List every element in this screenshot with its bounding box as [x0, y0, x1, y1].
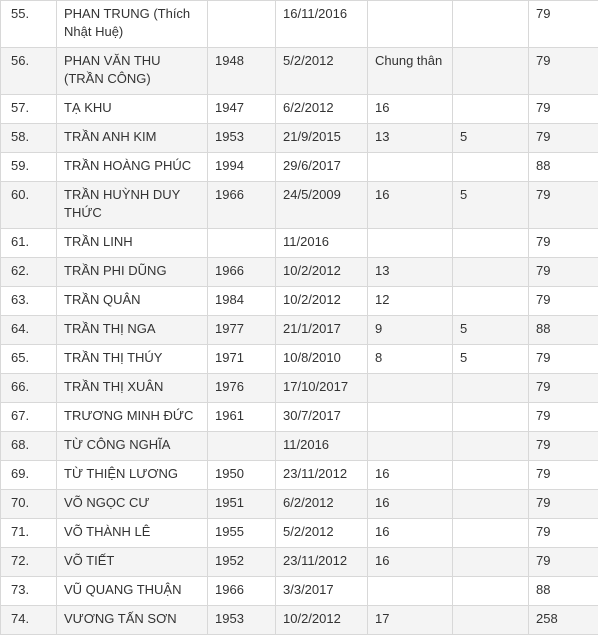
person-name-cell: TRẦN LINH — [57, 229, 208, 258]
sentence-years-cell — [368, 1, 453, 48]
article-cell: 79 — [529, 345, 598, 374]
birth-year-cell — [208, 229, 276, 258]
row-number-cell: 70. — [1, 490, 57, 519]
table-row — [1, 153, 598, 182]
probation-years-cell — [453, 432, 529, 461]
birth-year-cell: 1951 — [208, 490, 276, 519]
birth-year-cell: 1966 — [208, 258, 276, 287]
sentence-years-cell: 16 — [368, 519, 453, 548]
probation-years-cell — [453, 490, 529, 519]
sentence-years-cell — [368, 403, 453, 432]
probation-years-cell — [453, 577, 529, 606]
person-name-cell: TỪ THIỆN LƯƠNG — [57, 461, 208, 490]
person-name-cell: TRẦN THỊ NGA — [57, 316, 208, 345]
article-cell: 79 — [529, 432, 598, 461]
table-body — [1, 1, 598, 635]
row-number-cell: 58. — [1, 124, 57, 153]
arrest-date-cell: 23/11/2012 — [276, 548, 368, 577]
article-cell: 79 — [529, 258, 598, 287]
arrest-date-cell: 10/2/2012 — [276, 258, 368, 287]
arrest-date-cell: 5/2/2012 — [276, 519, 368, 548]
article-cell: 79 — [529, 403, 598, 432]
table-row — [1, 124, 598, 153]
birth-year-cell: 1994 — [208, 153, 276, 182]
sentence-years-cell: 9 — [368, 316, 453, 345]
probation-years-cell — [453, 258, 529, 287]
arrest-date-cell: 16/11/2016 — [276, 1, 368, 48]
table-row — [1, 48, 598, 95]
table-row — [1, 287, 598, 316]
article-cell: 79 — [529, 229, 598, 258]
probation-years-cell — [453, 153, 529, 182]
table-row — [1, 182, 598, 229]
article-cell: 79 — [529, 95, 598, 124]
row-number-cell: 63. — [1, 287, 57, 316]
article-cell: 79 — [529, 548, 598, 577]
birth-year-cell: 1953 — [208, 606, 276, 635]
article-cell: 79 — [529, 374, 598, 403]
sentence-years-cell — [368, 577, 453, 606]
probation-years-cell: 5 — [453, 182, 529, 229]
sentence-years-cell — [368, 432, 453, 461]
probation-years-cell — [453, 1, 529, 48]
article-cell: 79 — [529, 490, 598, 519]
table-row — [1, 316, 598, 345]
article-cell: 79 — [529, 1, 598, 48]
birth-year-cell — [208, 432, 276, 461]
sentence-years-cell: 12 — [368, 287, 453, 316]
probation-years-cell — [453, 229, 529, 258]
row-number-cell: 72. — [1, 548, 57, 577]
sentence-years-cell: 13 — [368, 258, 453, 287]
arrest-date-cell: 5/2/2012 — [276, 48, 368, 95]
birth-year-cell: 1955 — [208, 519, 276, 548]
probation-years-cell — [453, 48, 529, 95]
probation-years-cell — [453, 95, 529, 124]
article-cell: 79 — [529, 48, 598, 95]
person-name-cell: TRẦN ANH KIM — [57, 124, 208, 153]
row-number-cell: 73. — [1, 577, 57, 606]
birth-year-cell: 1984 — [208, 287, 276, 316]
person-name-cell: VŨ QUANG THUẬN — [57, 577, 208, 606]
row-number-cell: 62. — [1, 258, 57, 287]
row-number-cell: 57. — [1, 95, 57, 124]
birth-year-cell: 1971 — [208, 345, 276, 374]
sentence-years-cell: 8 — [368, 345, 453, 374]
person-name-cell: PHAN VĂN THU (TRẦN CÔNG) — [57, 48, 208, 95]
birth-year-cell: 1977 — [208, 316, 276, 345]
table-row — [1, 229, 598, 258]
row-number-cell: 71. — [1, 519, 57, 548]
arrest-date-cell: 29/6/2017 — [276, 153, 368, 182]
row-number-cell: 64. — [1, 316, 57, 345]
person-name-cell: PHAN TRUNG (Thích Nhật Huệ) — [57, 1, 208, 48]
article-cell: 79 — [529, 287, 598, 316]
person-name-cell: TRẦN HOÀNG PHÚC — [57, 153, 208, 182]
row-number-cell: 60. — [1, 182, 57, 229]
sentence-years-cell: 16 — [368, 548, 453, 577]
person-name-cell: VƯƠNG TẤN SƠN — [57, 606, 208, 635]
probation-years-cell — [453, 403, 529, 432]
birth-year-cell — [208, 1, 276, 48]
person-name-cell: TRẦN HUỲNH DUY THỨC — [57, 182, 208, 229]
sentence-years-cell — [368, 374, 453, 403]
arrest-date-cell: 21/1/2017 — [276, 316, 368, 345]
person-name-cell: TẠ KHU — [57, 95, 208, 124]
arrest-date-cell: 24/5/2009 — [276, 182, 368, 229]
birth-year-cell: 1950 — [208, 461, 276, 490]
probation-years-cell — [453, 606, 529, 635]
row-number-cell: 67. — [1, 403, 57, 432]
sentence-years-cell: Chung thân — [368, 48, 453, 95]
birth-year-cell: 1966 — [208, 182, 276, 229]
probation-years-cell — [453, 374, 529, 403]
row-number-cell: 56. — [1, 48, 57, 95]
probation-years-cell — [453, 287, 529, 316]
person-name-cell: TỪ CÔNG NGHĨA — [57, 432, 208, 461]
birth-year-cell: 1961 — [208, 403, 276, 432]
sentence-years-cell: 16 — [368, 182, 453, 229]
birth-year-cell: 1966 — [208, 577, 276, 606]
sentence-years-cell — [368, 153, 453, 182]
sentence-years-cell: 16 — [368, 490, 453, 519]
arrest-date-cell: 11/2016 — [276, 432, 368, 461]
table-row — [1, 374, 598, 403]
row-number-cell: 74. — [1, 606, 57, 635]
person-name-cell: VÕ THÀNH LÊ — [57, 519, 208, 548]
person-name-cell: TRẦN THỊ XUÂN — [57, 374, 208, 403]
probation-years-cell: 5 — [453, 345, 529, 374]
row-number-cell: 55. — [1, 1, 57, 48]
table-row — [1, 577, 598, 606]
row-number-cell: 68. — [1, 432, 57, 461]
probation-years-cell — [453, 461, 529, 490]
row-number-cell: 59. — [1, 153, 57, 182]
sentence-years-cell — [368, 229, 453, 258]
table-row — [1, 548, 598, 577]
arrest-date-cell: 6/2/2012 — [276, 95, 368, 124]
probation-years-cell — [453, 548, 529, 577]
table-row — [1, 403, 598, 432]
birth-year-cell: 1976 — [208, 374, 276, 403]
arrest-date-cell: 6/2/2012 — [276, 490, 368, 519]
person-name-cell: VÕ NGỌC CƯ — [57, 490, 208, 519]
table-row — [1, 432, 598, 461]
table-row — [1, 461, 598, 490]
person-name-cell: TRẦN PHI DŨNG — [57, 258, 208, 287]
arrest-date-cell: 17/10/2017 — [276, 374, 368, 403]
row-number-cell: 69. — [1, 461, 57, 490]
person-name-cell: TRẦN QUÂN — [57, 287, 208, 316]
table-row — [1, 1, 598, 48]
arrest-date-cell: 23/11/2012 — [276, 461, 368, 490]
birth-year-cell: 1947 — [208, 95, 276, 124]
article-cell: 79 — [529, 461, 598, 490]
article-cell: 79 — [529, 519, 598, 548]
person-name-cell: TRƯƠNG MINH ĐỨC — [57, 403, 208, 432]
arrest-date-cell: 30/7/2017 — [276, 403, 368, 432]
sentence-years-cell: 16 — [368, 461, 453, 490]
probation-years-cell: 5 — [453, 316, 529, 345]
sentence-years-cell: 17 — [368, 606, 453, 635]
article-cell: 88 — [529, 316, 598, 345]
article-cell: 258 — [529, 606, 598, 635]
sentence-years-cell: 16 — [368, 95, 453, 124]
table-row — [1, 345, 598, 374]
arrest-date-cell: 21/9/2015 — [276, 124, 368, 153]
arrest-date-cell: 11/2016 — [276, 229, 368, 258]
arrest-date-cell: 3/3/2017 — [276, 577, 368, 606]
arrest-date-cell: 10/8/2010 — [276, 345, 368, 374]
row-number-cell: 66. — [1, 374, 57, 403]
birth-year-cell: 1953 — [208, 124, 276, 153]
person-name-cell: TRẦN THỊ THÚY — [57, 345, 208, 374]
row-number-cell: 61. — [1, 229, 57, 258]
table-row — [1, 258, 598, 287]
table-row — [1, 519, 598, 548]
probation-years-cell — [453, 519, 529, 548]
arrest-date-cell: 10/2/2012 — [276, 287, 368, 316]
article-cell: 88 — [529, 153, 598, 182]
table-row — [1, 606, 598, 635]
row-number-cell: 65. — [1, 345, 57, 374]
article-cell: 79 — [529, 182, 598, 229]
probation-years-cell: 5 — [453, 124, 529, 153]
birth-year-cell: 1952 — [208, 548, 276, 577]
table-row — [1, 95, 598, 124]
person-name-cell: VÕ TIẾT — [57, 548, 208, 577]
table-row — [1, 490, 598, 519]
arrest-date-cell: 10/2/2012 — [276, 606, 368, 635]
article-cell: 79 — [529, 124, 598, 153]
sentence-years-cell: 13 — [368, 124, 453, 153]
birth-year-cell: 1948 — [208, 48, 276, 95]
article-cell: 88 — [529, 577, 598, 606]
